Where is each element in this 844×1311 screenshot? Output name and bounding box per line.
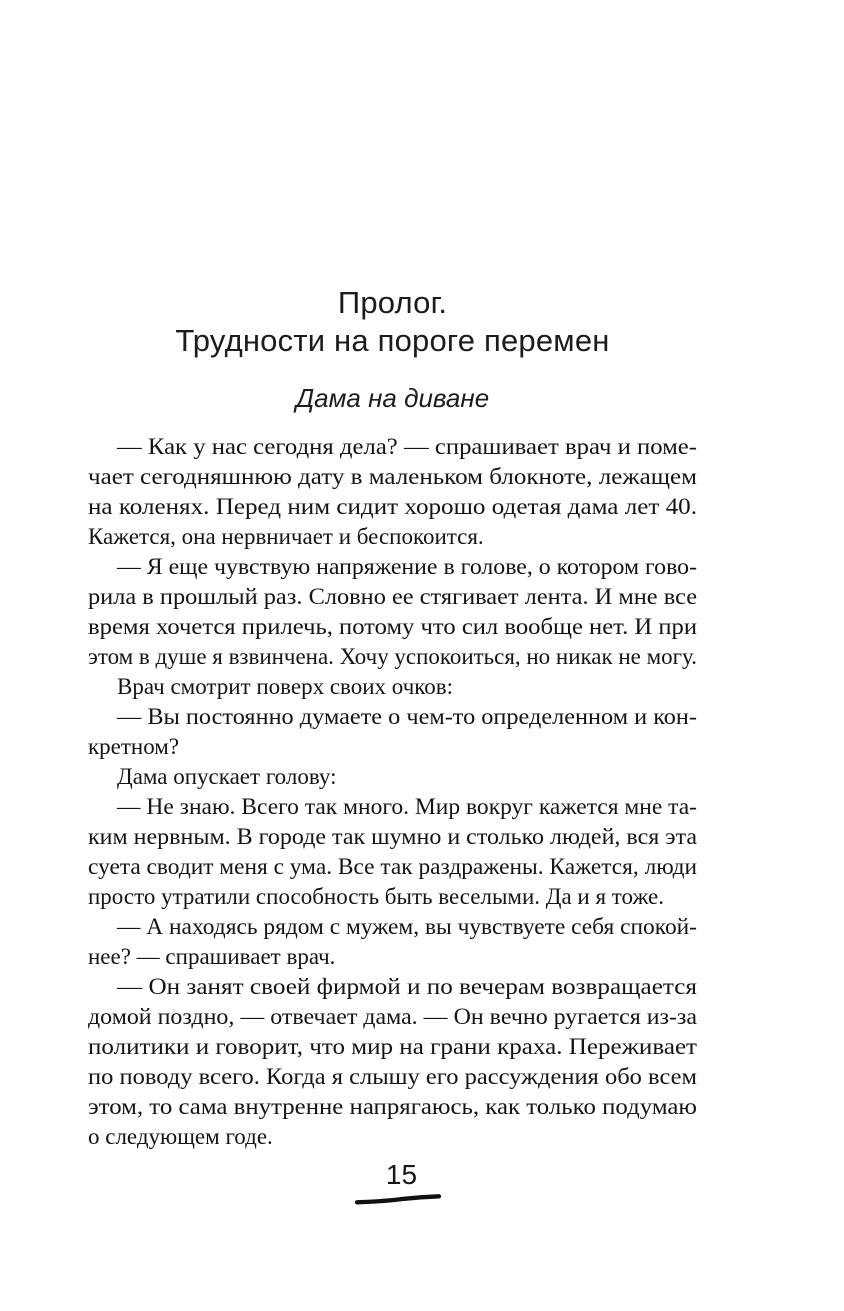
page-number-underline <box>354 1192 442 1206</box>
text-line: суета сводит меня с ума. Все так раздражены. Кажется, люди <box>88 854 697 879</box>
text-line-wrap <box>88 792 697 822</box>
text-line-wrap <box>88 972 697 1002</box>
text-line-wrap <box>88 732 697 762</box>
text-line: чает сегодняшнюю дату в маленьком блокноте, лежащем <box>88 464 697 489</box>
text-line-wrap <box>88 522 697 552</box>
text-line: по поводу всего. Когда я слышу его рассуждения обо всем <box>88 1064 698 1089</box>
text-line: — А находясь рядом с мужем, вы чувствуете себя спокой- <box>117 914 697 939</box>
paragraph <box>88 432 697 552</box>
text-line-wrap <box>88 1032 697 1062</box>
text-line-wrap <box>88 492 697 522</box>
text-line-wrap <box>88 582 697 612</box>
text-line: рила в прошлый раз. Словно ее стягивает лента. И мне все <box>88 584 698 609</box>
text-line-wrap <box>88 672 697 702</box>
text-line-wrap <box>88 912 697 942</box>
text-line: время хочется прилечь, потому что сил вообще нет. И при <box>88 614 698 639</box>
text-line-wrap <box>88 1092 697 1122</box>
text-line-wrap <box>88 852 697 882</box>
text-line: этом в душе я взвинчена. Хочу успокоиться, но никак не могу. <box>88 644 697 669</box>
paragraph <box>88 672 697 702</box>
text-line: — Вы постоянно думаете о чем-то определенном и кон- <box>117 704 697 729</box>
text-line: политики и говорит, что мир на грани краха. Переживает <box>88 1034 698 1059</box>
text-line-wrap <box>88 702 697 732</box>
text-line-wrap <box>88 942 697 972</box>
body-text <box>88 432 697 1152</box>
paragraph <box>88 762 697 792</box>
text-line-wrap <box>88 822 697 852</box>
text-line: Дама опускает голову: <box>117 764 337 789</box>
chapter-title-line1: Пролог. <box>337 285 448 320</box>
paragraph <box>88 792 697 912</box>
text-line: этом, то сама внутренне напрягаюсь, как только подумаю <box>88 1094 697 1119</box>
text-line-wrap <box>88 1122 697 1152</box>
chapter-title-line2: Трудности на пороге перемен <box>175 323 610 358</box>
paragraph <box>88 552 697 672</box>
text-line: Кажется, она нервничает и беспокоится. <box>88 524 484 549</box>
text-line: — Я еще чувствую напряжение в голове, о котором гово- <box>117 554 698 579</box>
text-line-wrap <box>88 612 697 642</box>
text-line: кретном? <box>88 734 180 759</box>
text-line-wrap <box>88 552 697 582</box>
text-line-wrap <box>88 882 697 912</box>
paragraph <box>88 912 697 972</box>
text-line-wrap <box>88 1062 697 1092</box>
text-line-wrap <box>88 432 697 462</box>
text-line: — Он занят своей фирмой и по вечерам возвращается <box>117 974 697 999</box>
text-line-wrap <box>88 762 697 792</box>
text-line: Врач смотрит поверх своих очков: <box>117 674 454 699</box>
text-line-wrap <box>88 1002 697 1032</box>
paragraph <box>88 702 697 762</box>
text-line: — Не знаю. Всего так много. Мир вокруг кажется мне та- <box>117 794 697 819</box>
text-line-wrap <box>88 462 697 492</box>
text-line: просто утратили способность быть веселыми. Да и я тоже. <box>88 884 665 909</box>
paragraph <box>88 972 697 1152</box>
text-line: — Как у нас сегодня дела? — спрашивает врач и поме- <box>117 434 697 459</box>
text-line: на коленях. Перед ним сидит хорошо одетая дама лет 40. <box>88 494 697 519</box>
text-line: ким нервным. В городе так шумно и столько людей, вся эта <box>88 824 698 849</box>
text-line: домой поздно, — отвечает дама. — Он вечно ругается из-за <box>88 1004 698 1029</box>
text-line-wrap <box>88 642 697 672</box>
chapter-title <box>88 284 697 360</box>
page-number: 15 <box>385 1159 418 1190</box>
section-subtitle: Дама на диване <box>295 383 490 413</box>
text-line: нее? — спрашивает врач. <box>88 944 336 969</box>
text-line: о следующем годе. <box>88 1124 273 1149</box>
